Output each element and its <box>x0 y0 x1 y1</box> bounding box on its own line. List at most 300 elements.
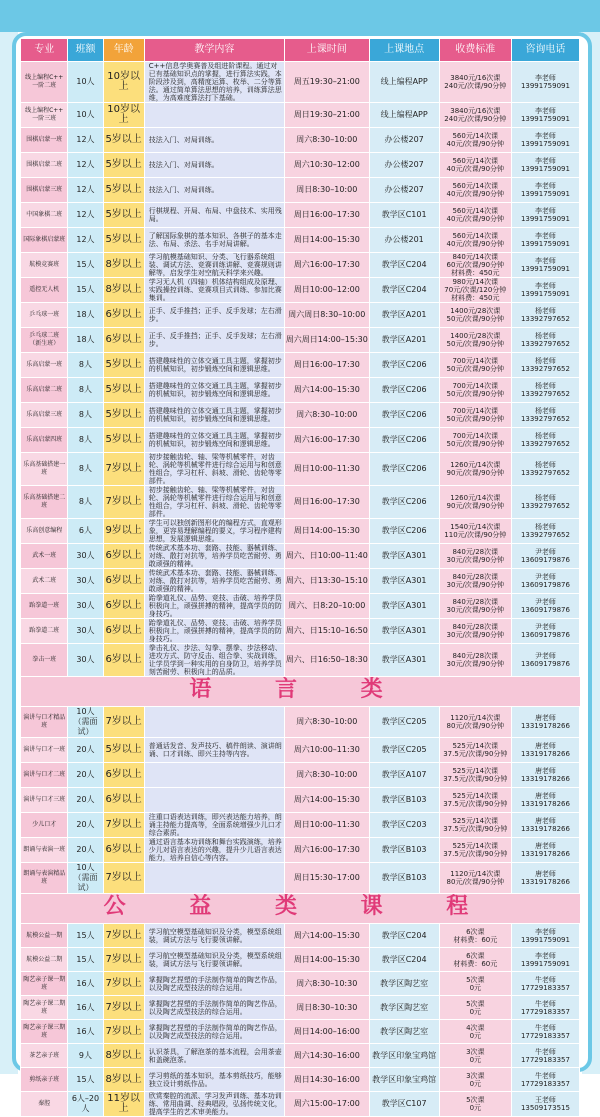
teaching-content-cell: 初步接触齿轮、轴、梁等机械零件，对齿轮、涡轮等机械零件进行综合运用与和创意性组合，学习杠杆、斜坡、滑轮、齿轮等零部件。 <box>144 486 284 519</box>
class-location-cell: 教学区C204 <box>369 253 439 278</box>
teaching-content-cell: 学习航模基础知识、分类、飞行器系统组装、调试方法、竞赛训练讲解、竞赛规则讲解等，启发学生对空航天科学来兴趣。 <box>144 253 284 278</box>
table-row <box>21 838 580 863</box>
table-row <box>21 278 580 303</box>
age-requirement-cell: 10岁以上 <box>103 62 144 103</box>
class-size-cell: 20人 <box>68 813 103 838</box>
teaching-content-cell: 搭建趣味性的立体交通工具主题，掌握初步的机械知识，初步锻炼空间和逻辑思维。 <box>144 378 284 403</box>
table-row <box>21 103 580 128</box>
course-name-cell: 围棋启蒙一班 <box>21 128 68 153</box>
class-size-cell: 12人 <box>68 128 103 153</box>
class-size-cell: 30人 <box>68 644 103 677</box>
contact-phone-cell: 杨老师 13392797652 <box>511 519 579 544</box>
contact-phone-cell: 李老师 13991759091 <box>511 103 579 128</box>
class-location-cell: 教学区C206 <box>369 453 439 486</box>
class-location-cell: 教学区A301 <box>369 569 439 594</box>
table-row <box>21 1044 580 1068</box>
age-requirement-cell: 7岁以上 <box>103 707 144 738</box>
class-location-cell: 教学区A301 <box>369 594 439 619</box>
age-requirement-cell: 8岁以上 <box>103 278 144 303</box>
contact-phone-cell: 牛老师 17729183357 <box>511 1044 579 1068</box>
fee-cell: 700元/14次课 50元/次课/90分钟 <box>439 353 511 378</box>
class-size-cell: 16人 <box>68 972 103 996</box>
teaching-content-cell: 学习剪纸的基本知识，基本剪纸技巧，能够独立设计剪纸作品。 <box>144 1068 284 1092</box>
teaching-content-cell: 搭建趣味性的立体交通工具主题，掌握初步的机械知识，初步锻炼空间和逻辑思维。 <box>144 428 284 453</box>
class-time-cell: 周六10:00–11:30 <box>285 738 370 763</box>
course-name-cell: 武术一班 <box>21 544 68 569</box>
contact-phone-cell: 李老师 13991759091 <box>511 278 579 303</box>
class-location-cell: 线上编程APP <box>369 103 439 128</box>
class-size-cell: 30人 <box>68 619 103 644</box>
class-time-cell: 周日14:00–15:30 <box>285 519 370 544</box>
contact-phone-cell: 唐老师 13319178266 <box>511 813 579 838</box>
class-location-cell: 教学区印象宝鸡馆 <box>369 1044 439 1068</box>
age-requirement-cell: 5岁以上 <box>103 353 144 378</box>
fee-cell: 5次课 0元 <box>439 996 511 1020</box>
table-row <box>21 428 580 453</box>
class-time-cell: 周日14:30–16:00 <box>285 1068 370 1092</box>
teaching-content-cell: 拳击礼仪、步法、勾拳、摆拳、步法移动、进攻方式、防守反击、组合拳、实战训练，让学员学到一种实用的自身防卫，培养学员刻苦耐劳、积极向上的品质。 <box>144 644 284 677</box>
course-name-cell: 乐高启蒙四班 <box>21 428 68 453</box>
teaching-content-cell: 正手、反手推挡；正手、反手发球；左右滑步。 <box>144 303 284 328</box>
contact-phone-cell: 李老师 13991759091 <box>511 178 579 203</box>
class-time-cell: 周六、日8:20–10:00 <box>285 594 370 619</box>
age-requirement-cell: 7岁以上 <box>103 863 144 894</box>
class-location-cell: 教学区C205 <box>369 707 439 738</box>
teaching-content-cell: 传统武术基本功、套路、技能、器械训练、对练、散打对抗等，培养学员吃苦耐劳、勇敢顽强的精神。 <box>144 544 284 569</box>
course-name-cell: 陶艺亲子课二期班 <box>21 996 68 1020</box>
class-size-cell: 20人 <box>68 838 103 863</box>
class-location-cell: 教学区C206 <box>369 428 439 453</box>
class-time-cell: 周五19:30–21:00 <box>285 62 370 103</box>
class-time-cell: 周日10:00–11:30 <box>285 813 370 838</box>
class-time-cell: 周日19:30–21:00 <box>285 103 370 128</box>
contact-phone-cell: 杨老师 13392797652 <box>511 453 579 486</box>
class-location-cell: 教学区陶艺室 <box>369 1020 439 1044</box>
course-name-cell: 演讲与口才三班 <box>21 788 68 813</box>
contact-phone-cell: 牛老师 17729183357 <box>511 972 579 996</box>
class-size-cell: 15人 <box>68 278 103 303</box>
class-time-cell: 周日14:00–16:00 <box>285 1020 370 1044</box>
header-time: 上课时间 <box>285 39 370 62</box>
class-location-cell: 教学区A107 <box>369 763 439 788</box>
class-location-cell: 办公楼207 <box>369 128 439 153</box>
class-size-cell: 8人 <box>68 428 103 453</box>
contact-phone-cell: 李老师 13991759091 <box>511 253 579 278</box>
class-location-cell: 教学区C101 <box>369 203 439 228</box>
age-requirement-cell: 7岁以上 <box>103 972 144 996</box>
section-b-body <box>21 707 580 894</box>
class-time-cell: 周日16:00–17:30 <box>285 203 370 228</box>
teaching-content-cell: 注重口语表达训练，即兴表达能力培养，朗诵主持能力提高等，全面系统增强少儿口才综合素质。 <box>144 813 284 838</box>
teaching-content-cell: 跆拳道礼仪、品势、竞技、击破、培养学员积极向上，顽强拼搏的精神，提高学员的防身技巧。 <box>144 619 284 644</box>
class-time-cell: 周日16:00–17:30 <box>285 353 370 378</box>
course-name-cell: 线上编程C++ 一阶二班 <box>21 62 68 103</box>
course-name-cell: 乒乓球二班 （新生班） <box>21 328 68 353</box>
class-location-cell: 教学区C206 <box>369 353 439 378</box>
class-time-cell: 周六8:30–10:00 <box>285 763 370 788</box>
contact-phone-cell: 李老师 13991759091 <box>511 203 579 228</box>
age-requirement-cell: 5岁以上 <box>103 128 144 153</box>
class-size-cell: 16人 <box>68 1020 103 1044</box>
contact-phone-cell: 尹老师 13609179876 <box>511 644 579 677</box>
section-language <box>21 677 580 707</box>
table-row <box>21 594 580 619</box>
age-requirement-cell: 9岁以上 <box>103 519 144 544</box>
age-requirement-cell: 6岁以上 <box>103 619 144 644</box>
class-size-cell: 20人 <box>68 738 103 763</box>
course-name-cell: 陶艺亲子课三期班 <box>21 1020 68 1044</box>
table-row <box>21 378 580 403</box>
course-name-cell: 拳击一班 <box>21 644 68 677</box>
class-time-cell: 周六周日8:30–10:00 <box>285 303 370 328</box>
class-size-cell: 12人 <box>68 153 103 178</box>
age-requirement-cell: 5岁以上 <box>103 203 144 228</box>
header-age: 年龄 <box>103 39 144 62</box>
course-name-cell: 陶艺亲子课一期班 <box>21 972 68 996</box>
contact-phone-cell: 尹老师 13609179876 <box>511 569 579 594</box>
fee-cell: 3840元/16次课 240元/次课/90分钟 <box>439 62 511 103</box>
contact-phone-cell: 唐老师 13319178266 <box>511 788 579 813</box>
course-name-cell: 跆拳道一班 <box>21 594 68 619</box>
teaching-content-cell: 学习无人机（四轴）机体结构组成及原理、实践操控训练、竞赛项目式训练、参加比赛集训。 <box>144 278 284 303</box>
course-name-cell: 秦腔 <box>21 1092 68 1117</box>
table-row <box>21 972 580 996</box>
fee-cell: 560元/14次课 40元/次课/90分钟 <box>439 153 511 178</box>
teaching-content-cell: 正手、反手推挡；正手、反手发球；左右滑步。 <box>144 328 284 353</box>
teaching-content-cell: 跆拳道礼仪、品势、竞技、击破、培养学员积极向上，顽强拼搏的精神，提高学员的防身技巧。 <box>144 594 284 619</box>
class-time-cell: 周日8:30–10:00 <box>285 178 370 203</box>
class-time-cell: 周日16:00–17:30 <box>285 486 370 519</box>
age-requirement-cell: 7岁以上 <box>103 924 144 948</box>
class-time-cell: 周六14:00–15:30 <box>285 924 370 948</box>
teaching-content-cell: 学生可以独创新图形化的编程方式，直观形象，更容易理解编程的要义，学习程序建构思想，发展逻辑思维。 <box>144 519 284 544</box>
course-name-cell: 乐高启蒙二班 <box>21 378 68 403</box>
table-row <box>21 353 580 378</box>
class-size-cell: 30人 <box>68 544 103 569</box>
class-size-cell: 10人 <box>68 103 103 128</box>
class-time-cell: 周六16:00–17:30 <box>285 838 370 863</box>
age-requirement-cell: 7岁以上 <box>103 453 144 486</box>
table-row <box>21 707 580 738</box>
class-size-cell: 15人 <box>68 948 103 972</box>
age-requirement-cell: 6岁以上 <box>103 328 144 353</box>
table-row <box>21 1092 580 1117</box>
age-requirement-cell: 10岁以上 <box>103 103 144 128</box>
table-row <box>21 544 580 569</box>
class-location-cell: 教学区A301 <box>369 619 439 644</box>
table-row <box>21 863 580 894</box>
age-requirement-cell: 7岁以上 <box>103 813 144 838</box>
contact-phone-cell: 牛老师 17729183357 <box>511 1020 579 1044</box>
course-name-cell: 朗诵与表演一班 <box>21 838 68 863</box>
age-requirement-cell: 8岁以上 <box>103 253 144 278</box>
teaching-content-cell: 技法入门、对局训练。 <box>144 153 284 178</box>
age-requirement-cell: 6岁以上 <box>103 594 144 619</box>
age-requirement-cell: 5岁以上 <box>103 403 144 428</box>
table-row <box>21 788 580 813</box>
course-name-cell: 乐高启蒙三班 <box>21 403 68 428</box>
class-time-cell: 周日8:30–10:30 <box>285 996 370 1020</box>
class-size-cell: 6人 <box>68 519 103 544</box>
teaching-content-cell: 掌握陶艺捏塑的手法制作简单的陶艺作品，以及陶艺成型技法的综合运用。 <box>144 1020 284 1044</box>
contact-phone-cell: 唐老师 13319178266 <box>511 763 579 788</box>
class-size-cell: 8人 <box>68 378 103 403</box>
class-size-cell: 30人 <box>68 594 103 619</box>
teaching-content-cell <box>144 707 284 738</box>
contact-phone-cell: 杨老师 13392797652 <box>511 428 579 453</box>
contact-phone-cell: 尹老师 13609179876 <box>511 594 579 619</box>
fee-cell: 525元/14次课 37.5元/次课/90分钟 <box>439 763 511 788</box>
class-time-cell: 周六10:30–12:00 <box>285 153 370 178</box>
teaching-content-cell: 学习航空模型基础知识及分类，模型系统组装，调试方法与飞行要领讲解。 <box>144 948 284 972</box>
teaching-content-cell: 传统武术基本功、套路、技能、器械训练、对练、散打对抗等，培养学员吃苦耐劳、勇敢顽强的精神。 <box>144 569 284 594</box>
age-requirement-cell: 6岁以上 <box>103 544 144 569</box>
age-requirement-cell: 8岁以上 <box>103 1044 144 1068</box>
class-size-cell: 20人 <box>68 788 103 813</box>
class-size-cell: 10人 <box>68 62 103 103</box>
course-table <box>20 38 580 1117</box>
fee-cell: 840元/28次课 30元/次课/90分钟 <box>439 569 511 594</box>
class-size-cell: 18人 <box>68 303 103 328</box>
course-name-cell: 乐高基础搭建二班 <box>21 486 68 519</box>
age-requirement-cell: 7岁以上 <box>103 996 144 1020</box>
class-size-cell: 12人 <box>68 178 103 203</box>
contact-phone-cell: 杨老师 13392797652 <box>511 353 579 378</box>
age-requirement-cell: 5岁以上 <box>103 428 144 453</box>
fee-cell: 3次课 0元 <box>439 1068 511 1092</box>
class-size-cell: 20人 <box>68 763 103 788</box>
class-time-cell: 周六、日10:00–11:40 <box>285 544 370 569</box>
class-location-cell: 办公楼207 <box>369 178 439 203</box>
age-requirement-cell: 5岁以上 <box>103 153 144 178</box>
header-fee: 收费标准 <box>439 39 511 62</box>
contact-phone-cell: 尹老师 13609179876 <box>511 619 579 644</box>
class-size-cell: 15人 <box>68 924 103 948</box>
header-major: 专业 <box>21 39 68 62</box>
course-name-cell: 乒乓球一班 <box>21 303 68 328</box>
fee-cell: 840元/14次课 60元/次课/90分钟 材料费：450元 <box>439 253 511 278</box>
course-name-cell: 跆拳道二班 <box>21 619 68 644</box>
table-row <box>21 453 580 486</box>
fee-cell: 525元/14次课 37.5元/次课/90分钟 <box>439 788 511 813</box>
class-size-cell: 18人 <box>68 328 103 353</box>
class-size-cell: 15人 <box>68 253 103 278</box>
class-size-cell: 12人 <box>68 203 103 228</box>
class-location-cell: 教学区C206 <box>369 519 439 544</box>
table-row <box>21 178 580 203</box>
class-size-cell: 15人 <box>68 1068 103 1092</box>
fee-cell: 700元/14次课 50元/次课/90分钟 <box>439 428 511 453</box>
course-name-cell: 中国象棋二班 <box>21 203 68 228</box>
fee-cell: 560元/14次课 40元/次课/90分钟 <box>439 178 511 203</box>
course-name-cell: 演讲与口才精品班 <box>21 707 68 738</box>
class-location-cell: 教学区C107 <box>369 1092 439 1117</box>
contact-phone-cell: 唐老师 13319178266 <box>511 738 579 763</box>
fee-cell: 6次课 材料费：60元 <box>439 948 511 972</box>
class-location-cell: 教学区A301 <box>369 644 439 677</box>
contact-phone-cell: 李老师 13991759091 <box>511 228 579 253</box>
course-name-cell: 围棋启蒙三班 <box>21 178 68 203</box>
contact-phone-cell: 杨老师 13392797652 <box>511 486 579 519</box>
course-name-cell: 乐高基础搭建一班 <box>21 453 68 486</box>
age-requirement-cell: 6岁以上 <box>103 303 144 328</box>
age-requirement-cell: 5岁以上 <box>103 178 144 203</box>
class-time-cell: 周六8:30–10:00 <box>285 128 370 153</box>
fee-cell: 3840元/16次课 240元/次课/90分钟 <box>439 103 511 128</box>
age-requirement-cell: 6岁以上 <box>103 644 144 677</box>
age-requirement-cell: 7岁以上 <box>103 486 144 519</box>
fee-cell: 700元/14次课 50元/次课/90分钟 <box>439 403 511 428</box>
class-size-cell: 8人 <box>68 453 103 486</box>
table-row <box>21 996 580 1020</box>
fee-cell: 840元/28次课 30元/次课/90分钟 <box>439 544 511 569</box>
class-size-cell: 30人 <box>68 569 103 594</box>
header-class-size: 班额 <box>68 39 103 62</box>
class-location-cell: 教学区C204 <box>369 278 439 303</box>
contact-phone-cell: 李老师 13991759091 <box>511 948 579 972</box>
class-time-cell: 周六16:00–17:30 <box>285 253 370 278</box>
course-name-cell: 航模竞赛班 <box>21 253 68 278</box>
teaching-content-cell <box>144 103 284 128</box>
table-row <box>21 153 580 178</box>
class-location-cell: 教学区C204 <box>369 948 439 972</box>
class-location-cell: 教学区C206 <box>369 378 439 403</box>
class-size-cell: 10人 （需面试） <box>68 707 103 738</box>
contact-phone-cell: 李老师 13991759091 <box>511 924 579 948</box>
class-time-cell: 周日10:00–12:00 <box>285 278 370 303</box>
course-name-cell: 少儿口才 <box>21 813 68 838</box>
teaching-content-cell <box>144 763 284 788</box>
fee-cell: 1400元/28次课 50元/次课/90分钟 <box>439 328 511 353</box>
class-size-cell: 8人 <box>68 353 103 378</box>
age-requirement-cell: 7岁以上 <box>103 948 144 972</box>
class-size-cell: 16人 <box>68 996 103 1020</box>
class-location-cell: 教学区C205 <box>369 738 439 763</box>
fee-cell: 840元/28次课 30元/次课/90分钟 <box>439 619 511 644</box>
table-row <box>21 519 580 544</box>
contact-phone-cell: 李老师 13991759091 <box>511 153 579 178</box>
table-row <box>21 763 580 788</box>
class-location-cell: 线上编程APP <box>369 62 439 103</box>
table-row <box>21 486 580 519</box>
fee-cell: 1540元/14次课 110元/次课/90分钟 <box>439 519 511 544</box>
fee-cell: 6次课 材料费：60元 <box>439 924 511 948</box>
table-row <box>21 253 580 278</box>
class-time-cell: 周日10:00–11:30 <box>285 453 370 486</box>
header-content: 教学内容 <box>144 39 284 62</box>
class-size-cell: 12人 <box>68 228 103 253</box>
table-row <box>21 1068 580 1092</box>
class-time-cell: 周六15:00–17:00 <box>285 1092 370 1117</box>
fee-cell: 840元/28次课 30元/次课/90分钟 <box>439 594 511 619</box>
fee-cell: 5次课 0元 <box>439 1092 511 1117</box>
class-time-cell: 周六8:30–10:30 <box>285 972 370 996</box>
fee-cell: 980元/14次课 70元/次课/120分钟 材料费：450元 <box>439 278 511 303</box>
age-requirement-cell: 5岁以上 <box>103 378 144 403</box>
course-name-cell: 武术二班 <box>21 569 68 594</box>
fee-cell: 560元/14次课 40元/次课/90分钟 <box>439 228 511 253</box>
fee-cell: 1260元/14次课 90元/次课/90分钟 <box>439 486 511 519</box>
class-size-cell: 8人 <box>68 486 103 519</box>
teaching-content-cell: 了解国际象棋的基本知识、各棋子的基本走法、布局、杀法、名手对局讲解。 <box>144 228 284 253</box>
class-time-cell: 周日15:30–17:00 <box>285 863 370 894</box>
contact-phone-cell: 杨老师 13392797652 <box>511 303 579 328</box>
fee-cell: 700元/14次课 50元/次课/90分钟 <box>439 378 511 403</box>
course-name-cell: 航模公益一期 <box>21 924 68 948</box>
class-time-cell: 周六周日14:00–15:30 <box>285 328 370 353</box>
table-row <box>21 569 580 594</box>
teaching-content-cell: 搭建趣味性的立体交通工具主题，掌握初步的机械知识，初步锻炼空间和逻辑思维。 <box>144 353 284 378</box>
teaching-content-cell: 欣赏秦腔的流派、学习发声训练、基本功训练、常用曲调、经典唱段，弘扬传统文化，提高学生的艺术审美能力。 <box>144 1092 284 1117</box>
class-location-cell: 教学区C204 <box>369 924 439 948</box>
course-name-cell: 剪纸亲子班 <box>21 1068 68 1092</box>
teaching-content-cell: 认识茶具，了解泡茶的基本流程，会用茶壶和盖碗泡茶。 <box>144 1044 284 1068</box>
section-a-body <box>21 62 580 677</box>
class-location-cell: 教学区C206 <box>369 486 439 519</box>
age-requirement-cell: 6岁以上 <box>103 788 144 813</box>
top-banner <box>0 0 600 32</box>
contact-phone-cell: 王老师 13509173515 <box>511 1092 579 1117</box>
teaching-content-cell: 通过语言基本功训练和舞台实践演练，培养少儿对语言表达的兴趣，提升少儿语言表达能力，培养自信心等内容。 <box>144 838 284 863</box>
teaching-content-cell: 搭建趣味性的立体交通工具主题，掌握初步的机械知识，初步锻炼空间和逻辑思维。 <box>144 403 284 428</box>
teaching-content-cell: C++信息学奥赛普及组进阶课程。通过对已有基础知识点的掌握，进行算法实践，本阶段涉及到，高精度运算、枚举、二分等算法。通过简单算法思想的培养，训练算法思维，为高难度算法打下基础。 <box>144 62 284 103</box>
table-row <box>21 203 580 228</box>
class-time-cell: 周六14:30–16:00 <box>285 1044 370 1068</box>
section-title-language: 语 言 类 <box>189 676 411 702</box>
class-time-cell: 周日14:00–15:30 <box>285 948 370 972</box>
class-location-cell: 教学区陶艺室 <box>369 972 439 996</box>
age-requirement-cell: 6岁以上 <box>103 838 144 863</box>
course-name-cell: 乐高创意编程 <box>21 519 68 544</box>
class-location-cell: 教学区A301 <box>369 544 439 569</box>
class-location-cell: 办公楼207 <box>369 153 439 178</box>
fee-cell: 840元/28次课 30元/次课/90分钟 <box>439 644 511 677</box>
table-row <box>21 948 580 972</box>
age-requirement-cell: 6岁以上 <box>103 763 144 788</box>
class-location-cell: 教学区B103 <box>369 838 439 863</box>
class-time-cell: 周六14:00–15:30 <box>285 788 370 813</box>
table-row <box>21 62 580 103</box>
fee-cell: 3次课 0元 <box>439 1044 511 1068</box>
fee-cell: 5次课 0元 <box>439 972 511 996</box>
section-c-body <box>21 924 580 1117</box>
header-place: 上课地点 <box>369 39 439 62</box>
contact-phone-cell: 牛老师 17729183357 <box>511 996 579 1020</box>
class-time-cell: 周六16:00–17:30 <box>285 428 370 453</box>
class-location-cell: 教学区陶艺室 <box>369 996 439 1020</box>
class-time-cell: 周六、日13:30–15:10 <box>285 569 370 594</box>
contact-phone-cell: 杨老师 13392797652 <box>511 328 579 353</box>
table-row <box>21 403 580 428</box>
class-location-cell: 教学区A201 <box>369 328 439 353</box>
class-time-cell: 周六8:30–10:00 <box>285 403 370 428</box>
course-name-cell: 遥控无人机 <box>21 278 68 303</box>
class-time-cell: 周日14:00–15:30 <box>285 228 370 253</box>
table-row <box>21 738 580 763</box>
contact-phone-cell: 李老师 13991759091 <box>511 62 579 103</box>
course-name-cell: 国际象棋启蒙班 <box>21 228 68 253</box>
contact-phone-cell: 尹老师 13609179876 <box>511 544 579 569</box>
table-row <box>21 619 580 644</box>
fee-cell: 560元/14次课 40元/次课/90分钟 <box>439 128 511 153</box>
course-name-cell: 茶艺亲子班 <box>21 1044 68 1068</box>
fee-cell: 560元/14次课 40元/次课/90分钟 <box>439 203 511 228</box>
table-row <box>21 924 580 948</box>
class-location-cell: 办公楼201 <box>369 228 439 253</box>
teaching-content-cell: 技法入门、对局训练。 <box>144 178 284 203</box>
class-size-cell: 6人–20人 <box>68 1092 103 1117</box>
fee-cell: 4次课 0元 <box>439 1020 511 1044</box>
